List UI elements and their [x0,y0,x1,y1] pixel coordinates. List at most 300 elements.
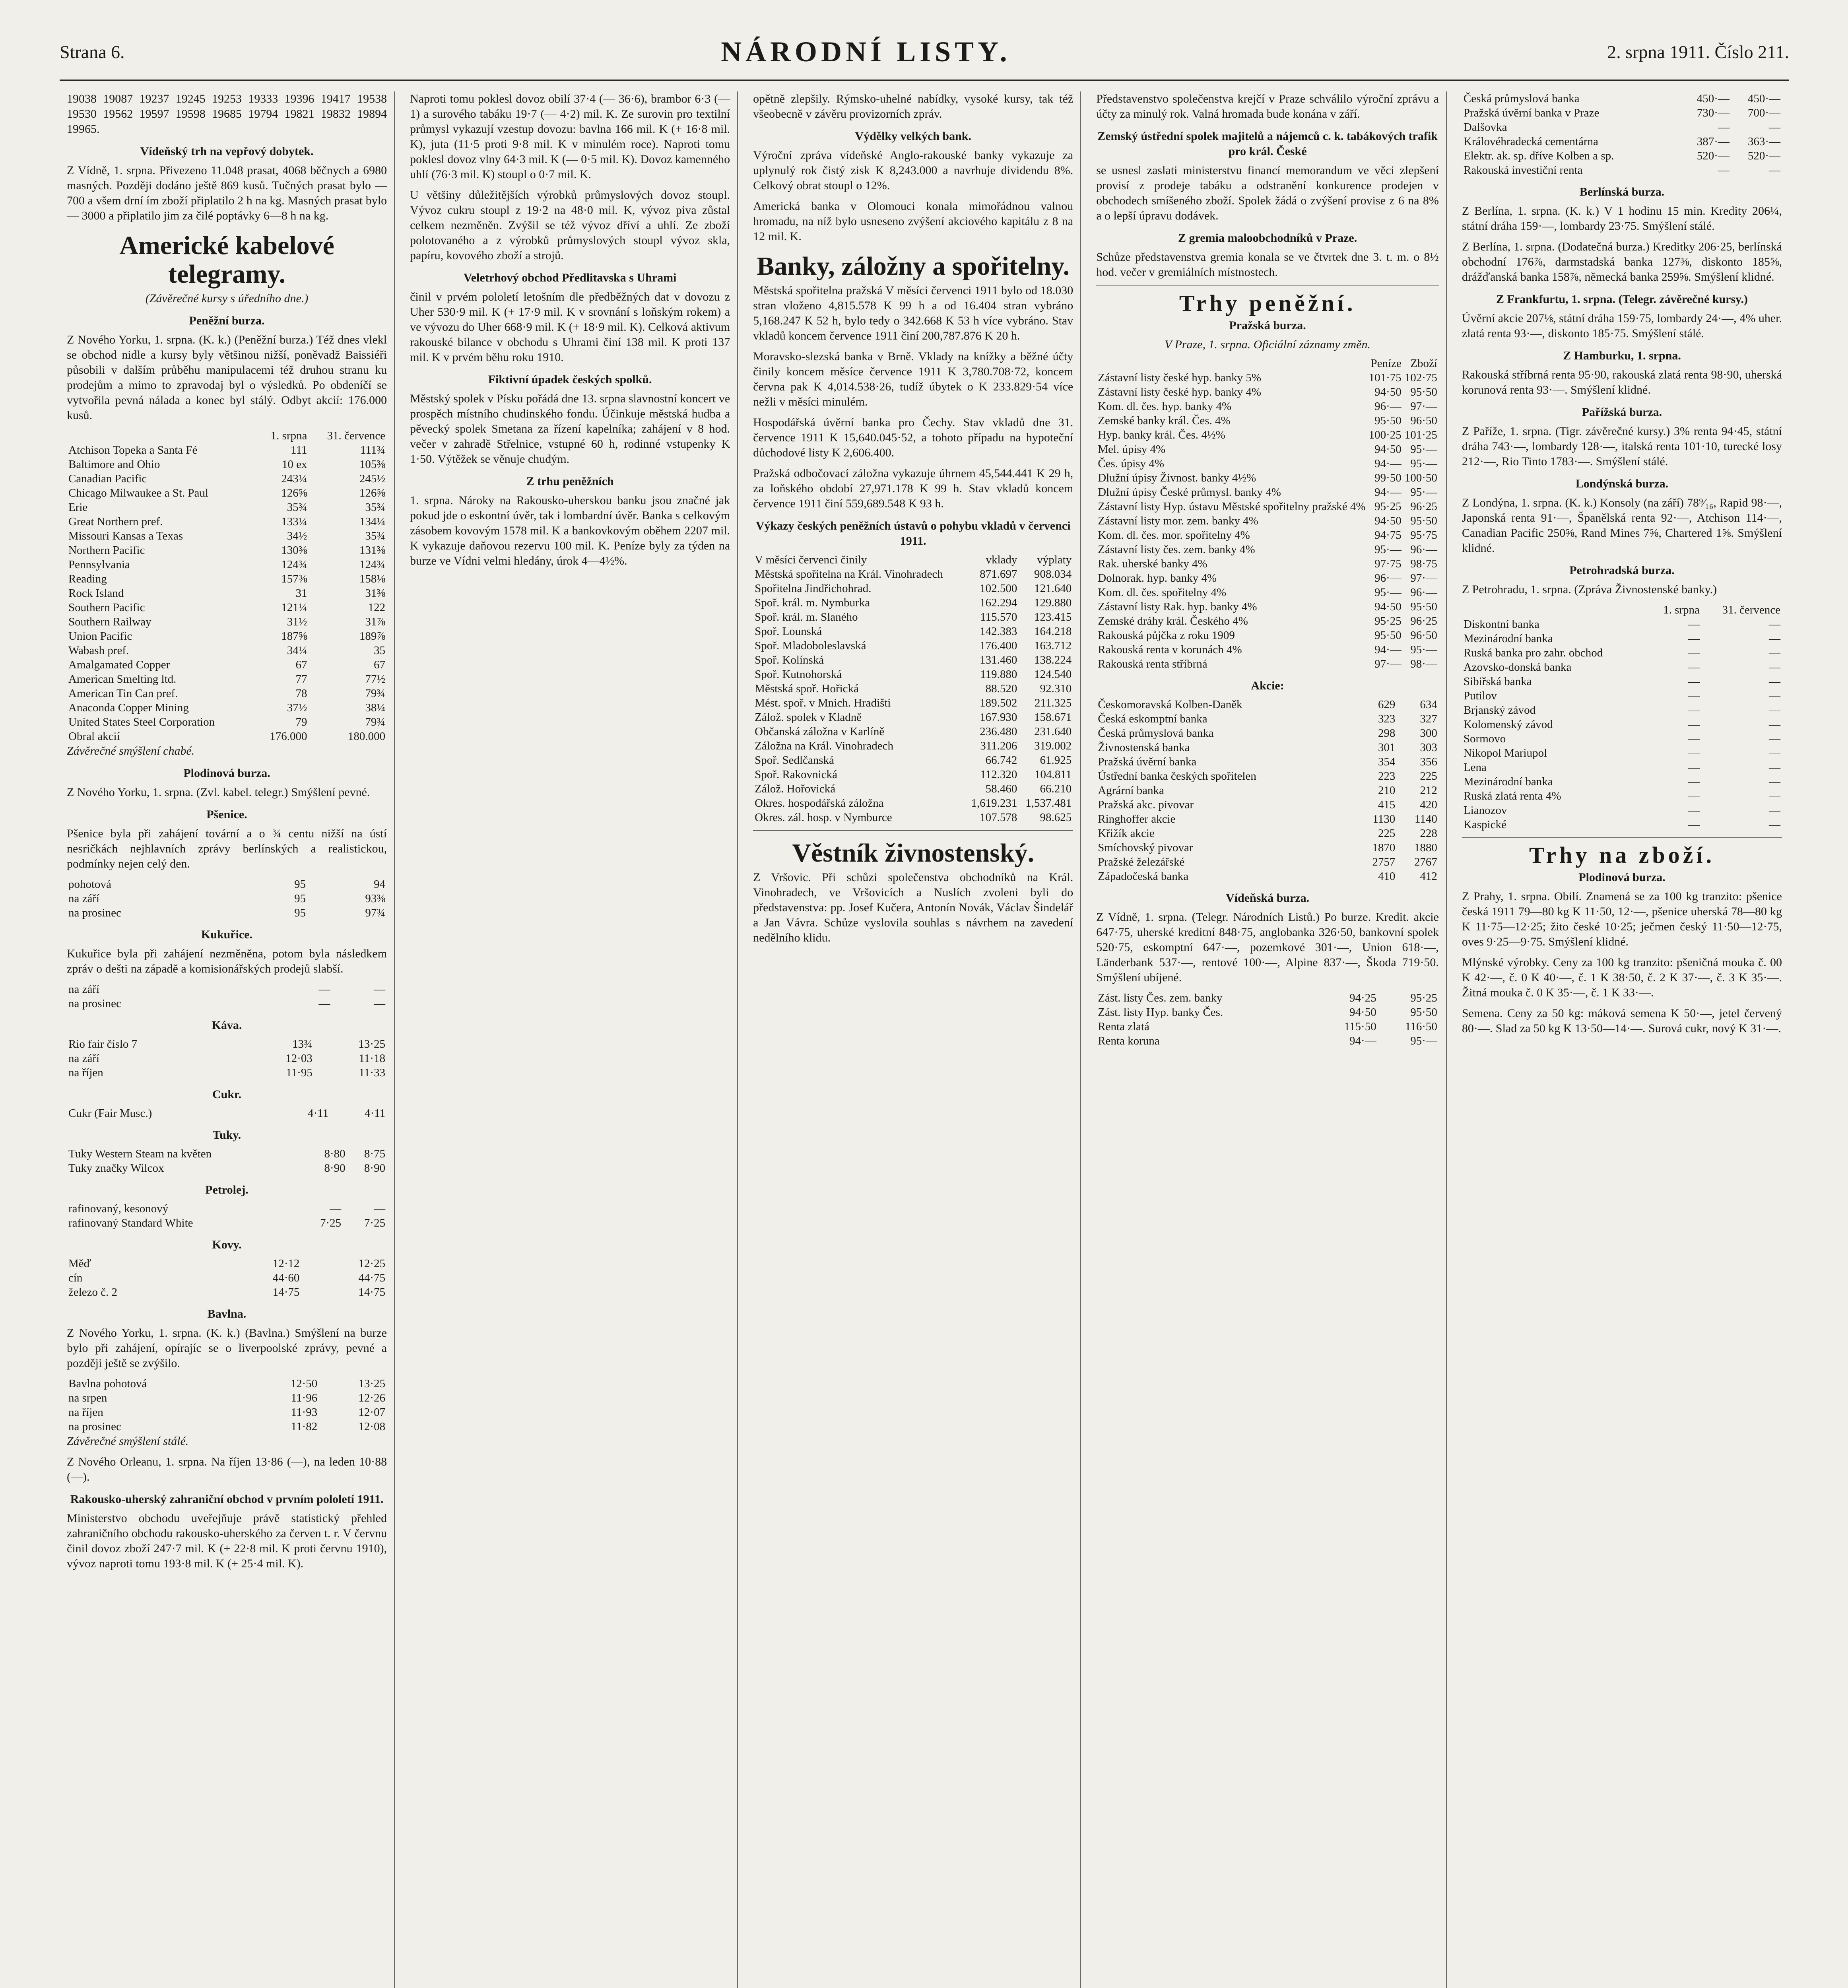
row-value: 298 [1378,727,1396,740]
row-value: 79¾ [365,716,386,728]
row-value: 231.640 [1034,725,1072,738]
row-value: 96·25 [1410,500,1437,513]
paragraph: Schůze představenstva gremia konala se ve čtvrtek dne 3. t. m. o 8½ hod. večer v gremiálních místnostech. [1096,250,1439,279]
row-value: 327 [1420,712,1437,725]
row-value: 311.206 [980,740,1017,752]
paragraph: Městský spolek v Písku pořádá dne 13. srpna slavnostní koncert ve prospěch místního chudinského fondu. Účinkuje městská hudba a pěvecký spolek Smetana za řízení kapelníka; zahájení v 8 hod. večer v zahradě Střelnice, vstupné 60 h, rodinné vstupenky K 1·50. Výtěžek se věnuje chudým. [410,392,730,466]
row-value: 98·75 [1410,557,1437,570]
row-label: Pražské železářské [1098,856,1185,868]
row-label: American Tin Can pref. [68,687,178,700]
row-value: 95·25 [1374,500,1402,513]
row-label: Záložna na Král. Vinohradech [755,740,893,752]
table-row [1096,855,1439,869]
row-label: Rakouská renta v korunách 4% [1098,643,1242,656]
heading-tuky: Tuky. [212,1128,241,1142]
row-value: 13¾ [292,1038,313,1050]
row-value: 96·— [1410,586,1437,599]
row-value: 354 [1378,755,1396,768]
row-label: na září [68,1052,100,1065]
row-label: Elektr. ak. sp. dříve Kolben a sp. [1463,149,1614,162]
row-value: 700·— [1747,107,1780,119]
issue-date: 2. srpna 1911. Číslo 211. [1607,41,1789,62]
columns [60,91,1789,1988]
row-value: 95·50 [1374,629,1402,642]
table-row [753,681,1073,696]
table-row [1462,803,1782,817]
table-row [753,624,1073,639]
table-row [753,810,1073,825]
table-row [67,996,387,1011]
row-label: na říjen [68,1406,103,1419]
row-label: Čes. úpisy 4% [1098,457,1164,470]
masthead-rule [60,80,1789,81]
row-value: — [1769,632,1780,645]
table-row [67,629,387,643]
row-value: — [1718,164,1730,177]
row-label: Spořitelna Jindřichohrad. [755,582,872,595]
row-label: Rakouská půjčka z roku 1909 [1098,629,1235,642]
row-label: Northern Pacific [68,544,145,557]
table-row [1462,732,1782,746]
row-value: 11·18 [359,1052,386,1065]
row-value: 11·93 [291,1406,318,1419]
prazska-subtitle: V Praze, 1. srpna. Oficiální záznamy změn. [1165,338,1370,351]
paragraph: Rakouská stříbrná renta 95·90, rakouská zlatá renta 98·90, uherská korunová renta 93·—. Smýšlení klidné. [1462,368,1782,396]
row-value: 94·— [1349,1035,1376,1047]
row-value: 124.540 [1034,668,1072,681]
prague-stocks-table [1096,697,1439,883]
row-label: Zástavní listy čes. zem. banky 4% [1098,543,1255,556]
table-row [67,1066,387,1080]
row-value: 31⅞ [365,615,386,628]
table-row [1462,134,1782,149]
table-row [1096,1005,1439,1019]
table-row [67,1391,387,1405]
row-label: na říjen [68,1066,103,1079]
table-row [1096,769,1439,783]
row-value: 10 ex [281,458,307,471]
row-value: 2757 [1372,856,1396,868]
row-value: 94·50 [1374,514,1402,527]
table-row [753,724,1073,739]
row-value: 520·— [1747,149,1780,162]
row-value: 96·— [1374,400,1402,413]
row-value: 130⅜ [281,544,307,557]
row-label: Mezinárodní banka [1463,632,1553,645]
row-value: 58.460 [985,782,1017,795]
row-label: Rio fair číslo 7 [68,1038,138,1050]
table-row [1096,798,1439,812]
row-label: Smíchovský pivovar [1098,841,1193,854]
row-value: 11·82 [291,1420,318,1433]
heading-penezni-trhy: Z trhu peněžních [526,475,614,488]
row-value: 134¼ [359,515,386,528]
heading-rakousko: Rakousko-uherský zahraniční obchod v prvním pololetí 1911. [70,1493,384,1506]
paragraph: Pražská odbočovací záložna vykazuje úhrnem 45,544.441 K 29 h, za loňského období 27,971.178 K 99 h. Stav vkladů koncem července 1911 činí 559,689.548 K 93 h. [753,467,1073,510]
row-value: — [1769,704,1780,716]
row-value: — [1769,618,1780,631]
table-row [67,1376,387,1391]
kovy-table [67,1256,387,1299]
row-value: 14·75 [272,1286,300,1299]
row-value: 11·33 [359,1066,386,1079]
table-row [67,672,387,686]
row-value: 77½ [365,673,386,685]
row-value: 164.218 [1034,625,1072,638]
section-title-american: Americké kabelové telegramy. [119,231,334,289]
row-value: 12·26 [358,1392,386,1404]
row-value: 104.811 [1035,768,1072,781]
table-row [1462,149,1782,163]
table-header-row [1462,603,1782,617]
column-4 [1089,91,1447,1988]
row-value: 8·80 [324,1147,346,1160]
table-row [1096,712,1439,726]
row-label: Česká eskomptní banka [1098,712,1207,725]
table-row [1096,643,1439,657]
row-label: Nikopol Mariupol [1463,747,1547,759]
row-value: 95·— [1410,486,1437,499]
table-row [67,486,387,500]
header-cell: Peníze [1370,357,1402,370]
heading-psenice: Pšenice. [206,808,247,821]
row-label: rafinovaný, kesonový [68,1202,169,1215]
row-value: 12·50 [290,1377,318,1390]
table-row [1096,826,1439,841]
row-value: — [1688,675,1700,688]
row-label: Živnostenská banka [1098,741,1190,754]
kava-table [67,1037,387,1080]
table-row [1462,760,1782,775]
table-row [67,1147,387,1161]
row-label: United States Steel Corporation [68,716,215,728]
table-row [1462,120,1782,134]
table-row [67,1216,387,1230]
heading-gremium: Z gremia maloobchodníků v Praze. [1178,231,1357,245]
table-row [753,639,1073,653]
row-value: 67 [374,658,386,671]
row-value: 97¾ [365,907,386,919]
row-value: 1130 [1372,813,1396,825]
table-row [67,543,387,557]
paragraph: Pšenice byla při zahájení tovární a o ¾ centu nižší na ústí nesričkách nejhlavních zprávy berlínských a realistickou, podmínky nejen celý den. [67,827,387,870]
row-label: Zálož. spolek v Kladně [755,711,862,724]
row-value: 37½ [287,701,307,714]
psenice-table [67,877,387,920]
row-label: Tuky Western Steam na květen [68,1147,212,1160]
table-row [67,557,387,572]
table-row [1462,817,1782,832]
row-value: — [1718,121,1730,134]
row-value: 163.712 [1034,639,1072,652]
row-value: 162.294 [980,596,1017,609]
row-value: 908.034 [1034,568,1072,580]
row-label: Česká průmyslová banka [1098,727,1214,740]
table-row [1096,542,1439,557]
row-value: 730·— [1697,107,1730,119]
row-label: Rak. uherské banky 4% [1098,557,1207,570]
header-cell [1462,603,1649,617]
petrolej-table [67,1202,387,1230]
heading-petrolej: Petrolej. [205,1183,248,1196]
row-value: 94·50 [1374,600,1402,613]
row-value: 12·08 [358,1420,386,1433]
row-label: Zástavní listy mor. zem. banky 4% [1098,514,1258,527]
paragraph: Z Petrohradu, 1. srpna. (Zpráva Živnostenské banky.) [1462,583,1717,596]
row-label: Dalšovka [1463,121,1507,134]
row-value: 94·25 [1349,992,1376,1004]
stock-table [67,429,387,744]
row-label: Mel. úpisy 4% [1098,443,1166,456]
row-label: Great Northern pref. [68,515,163,528]
row-label: Rakouská investiční renta [1463,164,1583,177]
row-label: Chicago Milwaukee a St. Paul [68,487,208,499]
table-row [67,1419,387,1434]
row-label: Anaconda Copper Mining [68,701,189,714]
row-label: Zástavní listy české hyp. banky 5% [1098,371,1261,384]
table-row [67,1271,387,1285]
row-value: 1,619.231 [971,797,1017,810]
header-cell: 1. srpna [270,429,307,442]
paragraph: Z Nového Yorku, 1. srpna. (K. k.) (Bavlna.) Smýšlení na burze bylo při zahájení, opírajíc se o liverpoolské zprávy, pevné a později ještě se zvýšilo. [67,1326,387,1370]
paragraph: Mlýnské výrobky. Ceny za 100 kg tranzito: pšeničná mouka č. 00 K 42·—, č. 0 K 40·—, č. 1 K 38·50, č. 2 K 37·—, č. 3 K 35·—. Žitná mouka č. 0 K 35·—, č. 1 K 33·—. [1462,956,1782,999]
row-label: na srpen [68,1392,107,1404]
row-value: 133¼ [281,515,307,528]
table-header-row [67,429,387,443]
row-label: Spoř. Kolínská [755,654,824,666]
table-row [1462,674,1782,689]
row-value: 236.480 [980,725,1017,738]
table-row [1462,106,1782,120]
row-value: — [1769,646,1780,659]
row-label: Atchison Topeka a Santa Fé [68,444,198,456]
column-1 [60,91,395,1988]
row-value: 387·— [1697,135,1730,148]
divider [1462,837,1782,838]
row-value: — [1688,618,1700,631]
row-value: 94·— [1374,457,1402,470]
table-row [753,581,1073,596]
section-title-banky: Banky, záložny a spořitelny. [757,252,1070,281]
table-row [67,891,387,906]
row-value: 356 [1420,755,1437,768]
row-value: 4·11 [364,1107,386,1120]
row-value: 157⅜ [281,573,307,585]
paragraph: Úvěrní akcie 207⅛, státní dráha 159·75, lombardy 24·—, 4% uher. zlatá renta 93·—, diskonto 185·75. Smýšlení stálé. [1462,312,1782,340]
table-row [67,514,387,529]
paragraph: Z Nového Yorku, 1. srpna. (Zvl. kabel. telegr.) Smýšlení pevné. [67,786,370,799]
row-value: 35 [374,644,386,657]
paragraph: opětně zlepšily. Rýmsko-uhelné nabídky, vysoké kursy, tak též všeobecně v závěru provizorních zpráv. [753,92,1073,120]
row-value: 105⅜ [359,458,386,471]
heading-kukurice: Kukuřice. [201,928,253,941]
table-row [1096,755,1439,769]
table-row [753,653,1073,667]
row-value: 415 [1378,798,1396,811]
row-label: Ruská zlatá renta 4% [1463,790,1561,802]
row-label: Lena [1463,761,1487,774]
header-cell: 1. srpna [1663,604,1700,616]
heading-trh: Veletrhový obchod Předlitavska s Uhrami [463,271,677,284]
row-label: Obral akcií [68,730,120,743]
row-label: Pražská úvěrní banka [1098,755,1197,768]
table-row [1096,428,1439,442]
row-value: — [1769,761,1780,774]
deposit-table [753,553,1073,825]
heading-hamburk: Z Hamburku, 1. srpna. [1563,349,1681,362]
row-label: Putilov [1463,689,1497,702]
row-value: 94·50 [1349,1006,1376,1019]
table-row [1096,812,1439,826]
header-cell: V měsíci červenci činily [755,553,867,566]
table-row [1096,657,1439,671]
row-value: 34½ [287,530,307,542]
row-value: 31 [295,587,307,600]
row-value: 1,537.481 [1025,797,1072,810]
row-value: 101·25 [1404,429,1437,441]
row-label: Zást. listy Čes. zem. banky [1098,992,1223,1004]
row-value: 121.640 [1034,582,1072,595]
row-value: 13·25 [358,1377,386,1390]
row-value: 95·75 [1410,529,1437,542]
row-label: Spoř. král. m. Slaného [755,611,858,623]
heading-vykaz: Výkazy českých peněžních ústavů o pohybu vkladů v červenci 1911. [755,519,1071,547]
table-row [67,529,387,543]
row-label: železo č. 2 [68,1286,118,1299]
row-value: 111¾ [360,444,386,456]
row-value: — [1769,747,1780,759]
table-row [67,729,387,744]
row-value: 12·12 [272,1257,300,1270]
row-value: 44·60 [272,1272,300,1284]
paragraph: Z Vídně, 1. srpna. (Telegr. Národních Listů.) Po burze. Kredit. akcie 647·75, uherské kreditní 848·75, anglobanka 326·50, bankovní spolek 520·75, eskomptní 647·—, pozemkové 301·—, Union 618·—, Länderbank 537·—, rentové 100·—, Alpine 837·—, Škoda 719·50. Smýšlení ubíjené. [1096,911,1439,984]
row-value: 94 [374,878,386,891]
row-label: Pennsylvania [68,558,130,571]
header-cell: 31. července [1722,604,1780,616]
header-cell [67,429,257,443]
row-label: Amalgamated Copper [68,658,170,671]
row-label: na prosinec [68,1420,121,1433]
row-label: Sibiřská banka [1463,675,1532,688]
row-value: 319.002 [1034,740,1072,752]
row-label: Spoř. Mladoboleslavská [755,639,866,652]
table-row [1462,646,1782,660]
row-value: — [374,1202,386,1215]
paragraph: Z Vršovic. Při schůzi společenstva obchodníků na Král. Vinohradech, ve Vršovicích a Nuslích zvoleni byli do představenstva: pp. Josef Kučera, Antonín Novák, Václav Šindelář a Jan Vávra. Schůze vyslovila souhlas s návrhem na zavedení nedělního klidu. [753,871,1073,944]
heading-prazska: Pražská burza. [1229,319,1306,332]
row-value: 115·50 [1344,1020,1376,1033]
paragraph: Hospodářská úvěrní banka pro Čechy. Stav vkladů dne 31. července 1911 K 15,640.045·52, a tohoto případu na hypoteční důchodové listy K 2,606.400. [753,416,1073,459]
header-cell: Zboží [1410,357,1437,370]
row-label: Renta koruna [1098,1035,1160,1047]
row-label: Zástavní listy české hyp. banky 4% [1098,386,1261,398]
row-value: 100·50 [1404,472,1437,484]
cukr-table [67,1106,387,1120]
heading-kovy: Kovy. [212,1238,242,1251]
table-row [1096,399,1439,414]
row-value: 8·90 [324,1162,346,1175]
row-value: 158⅛ [359,573,386,585]
heading-akcie: Akcie: [1251,679,1284,692]
row-value: 97·— [1374,658,1402,670]
row-value: 116·50 [1405,1020,1437,1033]
table-row [1462,775,1782,789]
table-row [753,610,1073,624]
row-value: — [1769,804,1780,817]
row-label: Missouri Kansas a Texas [68,530,183,542]
row-value: — [1688,804,1700,817]
row-value: 95 [294,892,306,905]
row-label: Bavlna pohotová [68,1377,147,1390]
row-label: Zást. listy Hyp. banky Čes. [1098,1006,1223,1019]
row-value: 95·50 [1410,514,1437,527]
table-row [67,600,387,615]
row-value: 94·50 [1374,443,1402,456]
table-row [1096,371,1439,385]
newspaper-page [60,36,1789,1988]
paragraph: Z Londýna, 1. srpna. (K. k.) Konsoly (na září) 78⁹⁄₁₆, Rapid 98·—, Japonská renta 91·—, Španělská renta 92·—, Atchison 114·—, Canadian Pacific 250⅝, Rand Mines 7⅝, Chartered 1⅝. Smýšlení klidné. [1462,496,1782,555]
row-value: 112.320 [980,768,1017,781]
table-row [1462,789,1782,803]
column-5 [1455,91,1789,1988]
row-value: — [1688,661,1700,674]
row-value: 95·— [1410,457,1437,470]
row-label: Občanská záložna v Karlíně [755,725,885,738]
heading-videnske: Vídeňský trh na vepřový dobytek. [140,145,314,158]
table-row [1096,697,1439,712]
row-label: Hyp. banky král. Čes. 4½% [1098,429,1225,441]
row-label: Diskontní banka [1463,618,1539,631]
row-value: 34¼ [287,644,307,657]
row-value: 44·75 [358,1272,386,1284]
table-row [753,710,1073,724]
row-label: Sormovo [1463,732,1506,745]
row-label: Městská spoř. Hořická [755,682,859,695]
paragraph: Z Paříže, 1. srpna. (Tigr. závěrečné kursy.) 3% renta 94·45, státní dráha 743·—, lombardy 128·—, italská renta 101·10, turecké losy 212·—, Rio Tinto 1783·—. Smýšlení stálé. [1462,425,1782,468]
table-row [753,796,1073,810]
row-value: — [318,997,330,1010]
heading-vydelky: Výdělky velkých bank. [855,130,971,143]
row-value: — [1688,747,1700,759]
row-value: 243¼ [281,472,307,485]
row-value: 225 [1420,770,1437,782]
row-value: 124¾ [359,558,386,571]
row-value: — [1769,164,1780,177]
row-value: — [1688,790,1700,802]
row-label: Dlužní úpisy České průmysl. banky 4% [1098,486,1281,499]
row-value: 300 [1420,727,1437,740]
row-label: Křižík akcie [1098,827,1155,840]
table-row [1096,471,1439,485]
bavlna-table [67,1376,387,1434]
table-row [753,782,1073,796]
row-value: 629 [1378,698,1396,711]
table-row [67,1202,387,1216]
row-value: 126⅝ [359,487,386,499]
row-value: 111 [291,444,307,456]
table-row [753,596,1073,610]
paragraph: Moravsko-slezská banka v Brně. Vklady na knížky a běžné účty činily koncem měsíce července 1911 K 3,780.708·72, koncem června pak K 4,014.538·26, tudíž úbytek o K 233.829·54 více nežli v měsíci minulém. [753,350,1073,408]
row-label: Kom. dl. čes. mor. spořitelny 4% [1098,529,1250,542]
table-row [1096,571,1439,585]
row-value: 14·75 [358,1286,386,1299]
table-row [1096,740,1439,755]
table-row [1096,414,1439,428]
row-value: 93⅜ [365,892,386,905]
paragraph: Představenstvo společenstva krejčí v Praze schválilo výroční zprávu a účty za minulý rok. Valná hromada bude konána v září. [1096,92,1439,120]
table-row [753,739,1073,753]
row-value: — [330,1202,342,1215]
